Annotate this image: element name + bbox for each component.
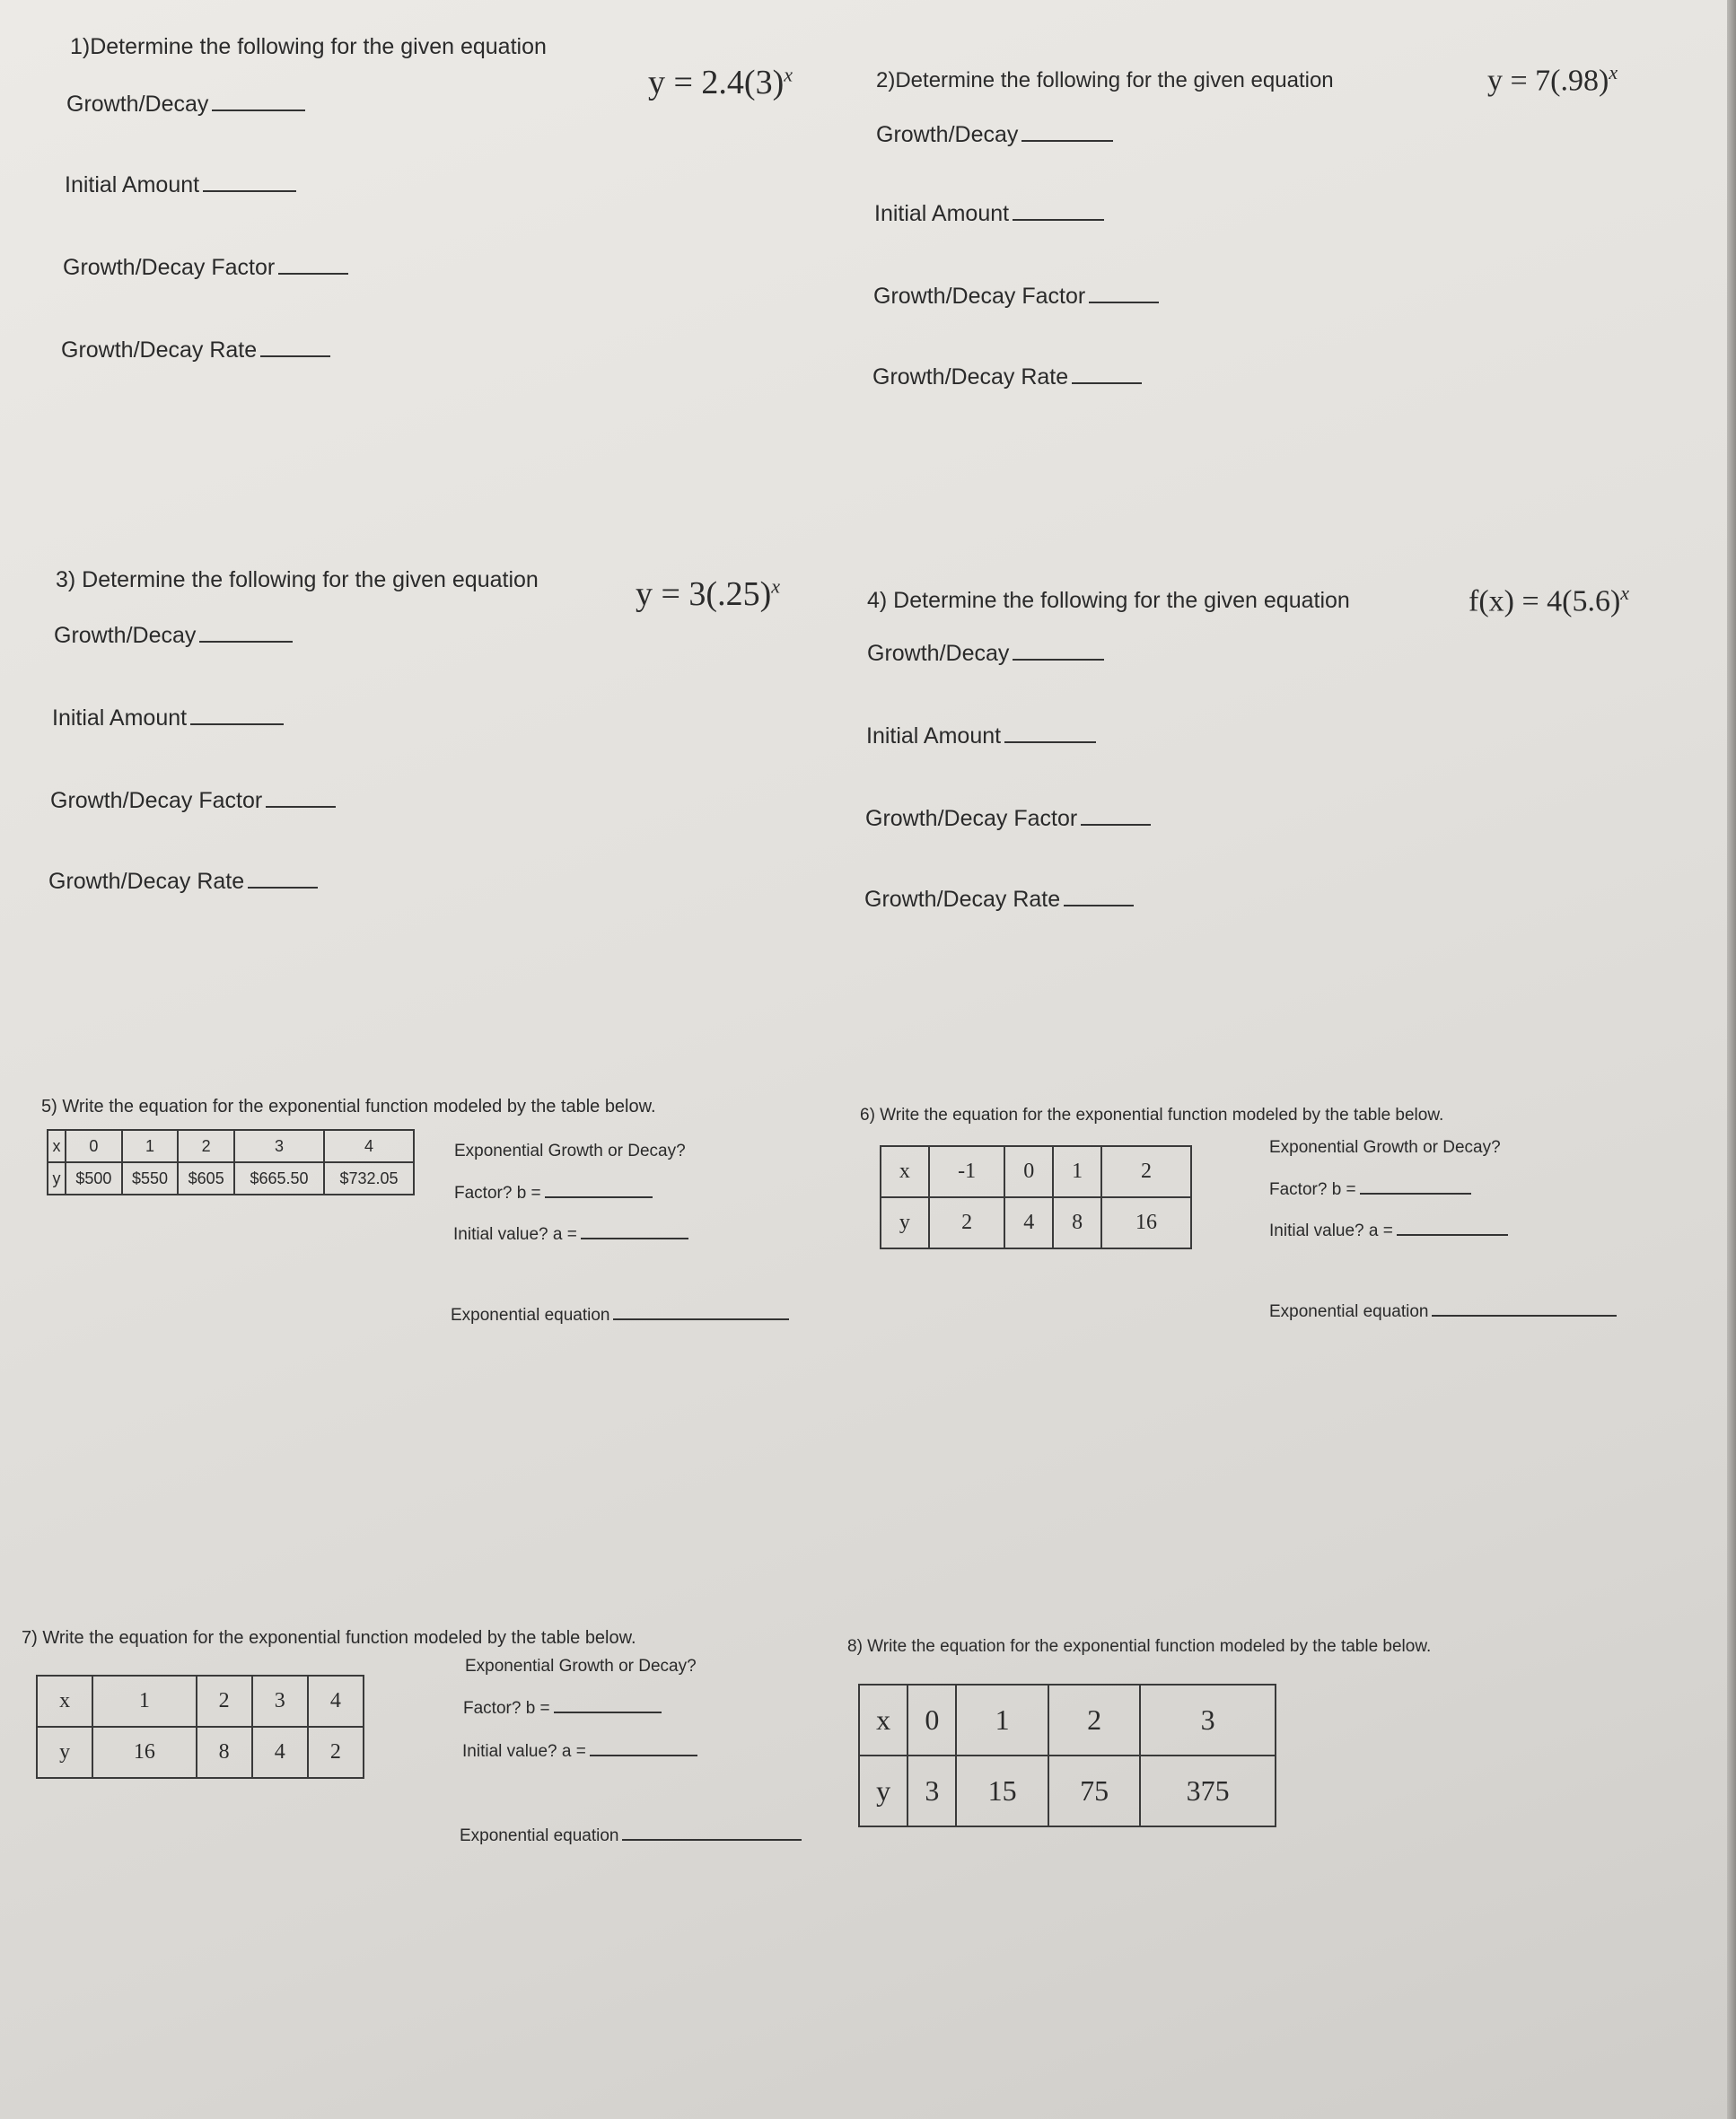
problem-1-prompt: 1)Determine the following for the given equation xyxy=(70,34,547,59)
table-cell: 0 xyxy=(66,1130,122,1162)
problem-2-growth-decay xyxy=(876,120,1113,148)
problem-6-growth-or-decay: Exponential Growth or Decay? xyxy=(1269,1138,1501,1157)
exp-equation-answer-blank[interactable] xyxy=(1432,1300,1617,1317)
table-cell: 375 xyxy=(1140,1756,1276,1826)
table-cell: 2 xyxy=(308,1727,364,1778)
problem-4-equation-base: f(x) = 4(5.6) xyxy=(1469,584,1621,618)
problem-7-exp-equation xyxy=(460,1824,802,1846)
problem-2-equation-base: y = 7(.98) xyxy=(1487,64,1609,98)
exp-equation-answer-blank[interactable] xyxy=(622,1824,802,1841)
problem-1-rate xyxy=(61,336,330,363)
table-row-label: x xyxy=(881,1146,929,1197)
rate-label: Growth/Decay Rate xyxy=(872,364,1069,390)
table-row-x xyxy=(48,1130,414,1162)
table-cell: 3 xyxy=(234,1130,324,1162)
exp-equation-label: Exponential equation xyxy=(1269,1302,1429,1321)
problem-6-factor xyxy=(1269,1178,1471,1200)
problem-7-growth-or-decay: Exponential Growth or Decay? xyxy=(465,1657,697,1676)
initial-amount-label: Initial Amount xyxy=(866,723,1002,749)
factor-b-answer-blank[interactable] xyxy=(1360,1178,1471,1195)
table-cell: 0 xyxy=(1004,1146,1053,1197)
table-row-label: x xyxy=(48,1130,66,1162)
problem-5-growth-or-decay: Exponential Growth or Decay? xyxy=(454,1142,686,1160)
initial-amount-answer-blank[interactable] xyxy=(190,704,284,725)
rate-answer-blank[interactable] xyxy=(248,867,318,889)
rate-answer-blank[interactable] xyxy=(260,336,330,357)
table-cell: 1 xyxy=(1053,1146,1101,1197)
problem-5-factor xyxy=(454,1181,653,1204)
growth-decay-label: Growth/Decay xyxy=(54,623,197,648)
paper-right-edge-shadow xyxy=(1727,0,1736,2119)
table-cell: 3 xyxy=(907,1756,956,1826)
problem-4-rate xyxy=(864,885,1134,913)
table-cell: 0 xyxy=(907,1685,956,1756)
table-row-y xyxy=(48,1162,414,1195)
table-cell: 1 xyxy=(956,1685,1048,1756)
factor-answer-blank[interactable] xyxy=(1081,804,1151,826)
problem-8-table xyxy=(858,1684,1276,1827)
problem-2-rate xyxy=(872,363,1142,390)
factor-answer-blank[interactable] xyxy=(266,786,336,808)
table-row-label: y xyxy=(859,1756,907,1826)
problem-7-factor xyxy=(463,1696,662,1719)
problem-5-exp-equation xyxy=(451,1303,789,1326)
initial-amount-label: Initial Amount xyxy=(52,705,188,731)
rate-answer-blank[interactable] xyxy=(1072,363,1142,384)
table-cell: 1 xyxy=(122,1130,179,1162)
table-cell: $732.05 xyxy=(324,1162,414,1195)
factor-answer-blank[interactable] xyxy=(278,253,348,275)
table-cell: 75 xyxy=(1048,1756,1140,1826)
table-cell: $550 xyxy=(122,1162,179,1195)
problem-4-initial-amount xyxy=(866,722,1096,749)
table-cell: $605 xyxy=(178,1162,234,1195)
table-row-label: x xyxy=(37,1676,92,1727)
problem-4-prompt: 4) Determine the following for the given equation xyxy=(867,588,1350,613)
factor-label: Growth/Decay Factor xyxy=(50,788,263,813)
problem-6-prompt: 6) Write the equation for the exponential function modeled by the table below. xyxy=(860,1106,1444,1125)
problem-4-factor xyxy=(865,804,1151,832)
problem-1-factor xyxy=(63,253,348,281)
problem-4-growth-decay xyxy=(867,639,1104,667)
problem-1-equation xyxy=(648,63,793,102)
table-row-label: y xyxy=(37,1727,92,1778)
problem-6-exp-equation xyxy=(1269,1300,1617,1322)
table-row-label: x xyxy=(859,1685,907,1756)
table-cell: 2 xyxy=(197,1676,252,1727)
table-cell: 2 xyxy=(1048,1685,1140,1756)
table-cell: 2 xyxy=(1101,1146,1191,1197)
growth-decay-label: Growth/Decay xyxy=(867,641,1010,666)
factor-label: Growth/Decay Factor xyxy=(63,255,276,280)
table-cell: 16 xyxy=(92,1727,196,1778)
initial-amount-answer-blank[interactable] xyxy=(203,171,296,192)
table-row-label: y xyxy=(48,1162,66,1195)
table-row-y xyxy=(37,1727,364,1778)
factor-b-label: Factor? b = xyxy=(463,1699,550,1718)
table-cell: 4 xyxy=(308,1676,364,1727)
exp-equation-answer-blank[interactable] xyxy=(613,1303,789,1320)
rate-label: Growth/Decay Rate xyxy=(48,869,245,894)
growth-decay-label: Growth/Decay xyxy=(66,92,209,117)
table-row-x xyxy=(37,1676,364,1727)
problem-5-initial-value xyxy=(453,1222,688,1245)
problem-3-growth-decay xyxy=(54,621,293,649)
table-cell: 4 xyxy=(324,1130,414,1162)
problem-3-initial-amount xyxy=(52,704,284,731)
table-cell: 16 xyxy=(1101,1197,1191,1248)
problem-2-equation-exponent: x xyxy=(1609,61,1618,83)
problem-7-initial-value xyxy=(462,1739,697,1762)
initial-amount-answer-blank[interactable] xyxy=(1004,722,1096,743)
initial-value-a-answer-blank[interactable] xyxy=(1397,1219,1508,1236)
problem-4-equation xyxy=(1469,582,1629,618)
table-cell: 2 xyxy=(178,1130,234,1162)
initial-amount-answer-blank[interactable] xyxy=(1013,199,1104,221)
growth-decay-answer-blank[interactable] xyxy=(199,621,293,643)
table-row-y xyxy=(859,1756,1276,1826)
table-row-y xyxy=(881,1197,1191,1248)
problem-3-factor xyxy=(50,786,336,814)
growth-decay-answer-blank[interactable] xyxy=(1021,120,1113,142)
table-cell: 8 xyxy=(197,1727,252,1778)
factor-answer-blank[interactable] xyxy=(1089,282,1159,303)
growth-decay-answer-blank[interactable] xyxy=(1013,639,1104,661)
exp-equation-label: Exponential equation xyxy=(451,1306,610,1325)
table-row-x xyxy=(859,1685,1276,1756)
problem-3-equation xyxy=(636,574,780,614)
rate-answer-blank[interactable] xyxy=(1064,885,1134,906)
rate-label: Growth/Decay Rate xyxy=(61,337,258,363)
factor-label: Growth/Decay Factor xyxy=(865,806,1078,831)
problem-7-table xyxy=(36,1675,364,1779)
table-cell: 15 xyxy=(956,1756,1048,1826)
problem-1-growth-decay xyxy=(66,90,305,118)
table-cell: -1 xyxy=(929,1146,1005,1197)
initial-value-a-label: Initial value? a = xyxy=(453,1225,577,1244)
problem-5-prompt: 5) Write the equation for the exponential function modeled by the table below. xyxy=(41,1097,656,1116)
problem-4-equation-exponent: x xyxy=(1620,582,1630,604)
problem-3-equation-base: y = 3(.25) xyxy=(636,575,772,613)
table-cell: 2 xyxy=(929,1197,1005,1248)
problem-1-equation-base: y = 2.4(3) xyxy=(648,64,785,101)
problem-3-prompt: 3) Determine the following for the given equation xyxy=(56,567,539,592)
initial-value-a-label: Initial value? a = xyxy=(462,1742,586,1761)
factor-b-label: Factor? b = xyxy=(454,1184,541,1203)
table-cell: 1 xyxy=(92,1676,196,1727)
problem-2-equation xyxy=(1487,61,1618,98)
table-cell: $665.50 xyxy=(234,1162,324,1195)
initial-value-a-label: Initial value? a = xyxy=(1269,1221,1393,1240)
growth-decay-label: Growth/Decay xyxy=(876,122,1019,147)
problem-7-prompt: 7) Write the equation for the exponential function modeled by the table below. xyxy=(22,1628,636,1648)
table-cell: 3 xyxy=(252,1676,308,1727)
factor-b-answer-blank[interactable] xyxy=(554,1696,662,1713)
problem-1-equation-exponent: x xyxy=(784,63,793,86)
factor-b-answer-blank[interactable] xyxy=(545,1181,653,1198)
problem-2-factor xyxy=(873,282,1159,310)
table-cell: 8 xyxy=(1053,1197,1101,1248)
growth-decay-answer-blank[interactable] xyxy=(212,90,305,111)
table-cell: 3 xyxy=(1140,1685,1276,1756)
factor-label: Growth/Decay Factor xyxy=(873,284,1086,309)
problem-8-prompt: 8) Write the equation for the exponential function modeled by the table below. xyxy=(847,1637,1432,1656)
initial-value-a-answer-blank[interactable] xyxy=(581,1222,688,1239)
rate-label: Growth/Decay Rate xyxy=(864,887,1061,912)
problem-2-prompt: 2)Determine the following for the given equation xyxy=(876,68,1334,92)
table-cell: 4 xyxy=(252,1727,308,1778)
table-cell: 4 xyxy=(1004,1197,1053,1248)
table-row-label: y xyxy=(881,1197,929,1248)
table-row-x xyxy=(881,1146,1191,1197)
initial-amount-label: Initial Amount xyxy=(874,201,1010,226)
initial-amount-label: Initial Amount xyxy=(65,172,200,197)
problem-2-initial-amount xyxy=(874,199,1104,227)
problem-6-initial-value xyxy=(1269,1219,1508,1241)
problem-5-table xyxy=(47,1129,415,1195)
problem-1-initial-amount xyxy=(65,171,296,198)
factor-b-label: Factor? b = xyxy=(1269,1180,1356,1199)
problem-6-table xyxy=(880,1145,1192,1249)
problem-3-rate xyxy=(48,867,318,895)
problem-3-equation-exponent: x xyxy=(771,574,781,598)
initial-value-a-answer-blank[interactable] xyxy=(590,1739,697,1756)
exp-equation-label: Exponential equation xyxy=(460,1826,619,1845)
table-cell: $500 xyxy=(66,1162,122,1195)
